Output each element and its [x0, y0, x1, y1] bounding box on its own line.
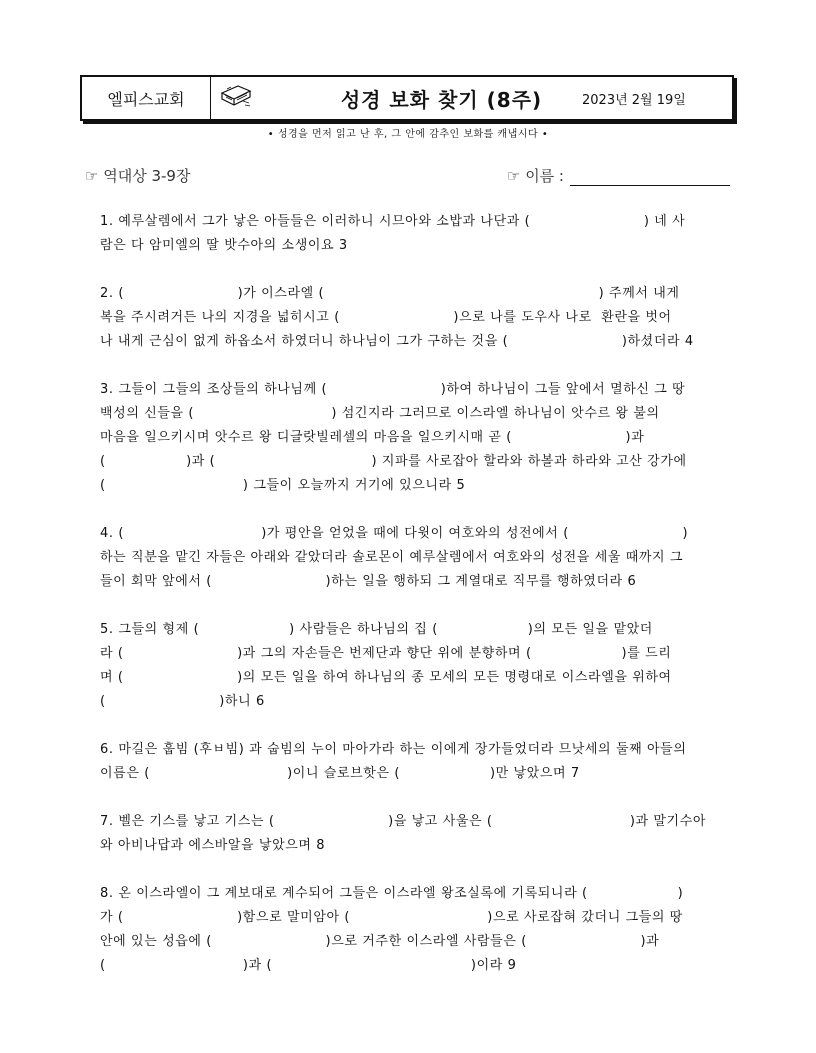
passage-text: 역대상 3-9장: [103, 167, 191, 185]
question-line: 안에 있는 성읍에 ( )으로 거주한 이스라엘 사람들은 ( )과: [100, 934, 660, 949]
question-line: ( )과 ( ) 지파를 사로잡아 할라와 하볼과 하라와 고산 강가에: [100, 454, 687, 469]
meta-row: [85, 165, 730, 187]
question-line: ( ) 그들이 오늘까지 거기에 있으니라 5: [100, 478, 466, 493]
question-line: 7. 벨은 기스를 낳고 기스는 ( )을 낳고 사울은 ( )과 말기수아: [100, 814, 707, 829]
name-blank-line[interactable]: [570, 167, 730, 186]
question-line: ( )과 ( )이라 9: [100, 958, 517, 973]
question-line: 6. 마길은 훕빔 (후ㅂ빔) 과 숩빔의 누이 마아가라 하는 이에게 장가들었더라 므낫세의 둘째 아들의: [100, 742, 687, 757]
question-item: [100, 882, 722, 978]
question-line: 2. ( )가 이스라엘 ( ) 주께서 내게: [100, 286, 680, 301]
question-item: [100, 210, 722, 258]
question-item: [100, 522, 722, 594]
question-line: 8. 온 이스라엘이 그 계보대로 계수되어 그들은 이스라엘 왕조실록에 기록되니라 ( ): [100, 886, 684, 901]
question-line: 5. 그들의 형제 ( ) 사람들은 하나님의 집 ( )의 모든 일을 맡았더: [100, 622, 653, 637]
question-line: 4. ( )가 평안을 얻었을 때에 다윗이 여호와의 성전에서 ( ): [100, 526, 689, 541]
name-label: ☞ 이름 :: [506, 167, 564, 185]
pointing-hand-icon: ☞: [506, 167, 521, 185]
question-line: 가 ( )함으로 말미암아 ( )으로 사로잡혀 갔더니 그들의 땅: [100, 910, 683, 925]
open-book-icon: [211, 77, 261, 119]
header-box: [80, 75, 734, 121]
passage-reference: [85, 165, 190, 186]
question-line: 며 ( )의 모든 일을 하여 하나님의 종 모세의 모든 명령대로 이스라엘을 위하여: [100, 670, 672, 685]
question-item: [100, 378, 722, 498]
question-line: 1. 예루살렘에서 그가 낳은 아들들은 이러하니 시므아와 소밥과 나단과 ( ) 네 사: [100, 214, 686, 229]
sheet-title: 성경 보화 찾기 (8주): [340, 87, 543, 112]
question-item: [100, 618, 722, 714]
question-line: 들이 회막 앞에서 ( )하는 일을 행하되 그 계열대로 직무를 행하였더라 6: [100, 574, 637, 589]
instruction-text: • 성경을 먼저 읽고 난 후, 그 안에 감추인 보화를 캐냅시다 •: [267, 129, 549, 140]
question-line: 이름은 ( )이니 슬로브핫은 ( )만 낳았으며 7: [100, 766, 580, 781]
sheet-date: 2023년 2월 19일: [582, 92, 686, 108]
question-line: 3. 그들이 그들의 조상들의 하나님께 ( )하여 하나님이 그들 앞에서 멸하신 그 땅: [100, 382, 686, 397]
question-line: 하는 직분을 맡긴 자들은 아래와 같았더라 솔로몬이 예루살렘에서 여호와의 성전을 세울 때까지 그: [100, 550, 684, 565]
pointing-hand-icon: ☞: [85, 167, 99, 185]
question-line: 마음을 일으키시며 앗수르 왕 디글랏빌레셀의 마음을 일으키시매 곧 ( )과: [100, 430, 645, 445]
question-list: [100, 210, 722, 978]
question-line: 복을 주시려거든 나의 지경을 넓히시고 ( )으로 나를 도우사 나로 환란을 벗어: [100, 310, 672, 325]
question-line: ( )하니 6: [100, 694, 265, 709]
question-line: 와 아비나답과 에스바알을 낳았으며 8: [100, 838, 326, 853]
question-line: 람은 다 암미엘의 딸 밧수아의 소생이요 3: [100, 238, 348, 253]
question-item: [100, 738, 722, 786]
name-field: [507, 165, 730, 186]
question-item: [100, 810, 722, 858]
question-item: [100, 282, 722, 354]
church-name: 엘피스교회: [82, 77, 211, 119]
question-line: 나 내게 근심이 없게 하옵소서 하였더니 하나님이 그가 구하는 것을 ( )하셨더라 4: [100, 334, 694, 349]
question-line: 백성의 신들을 ( ) 섬긴지라 그러므로 이스라엘 하나님이 앗수르 왕 불의: [100, 406, 660, 421]
question-line: 라 ( )과 그의 자손들은 번제단과 향단 위에 분향하며 ( )를 드리: [100, 646, 672, 661]
